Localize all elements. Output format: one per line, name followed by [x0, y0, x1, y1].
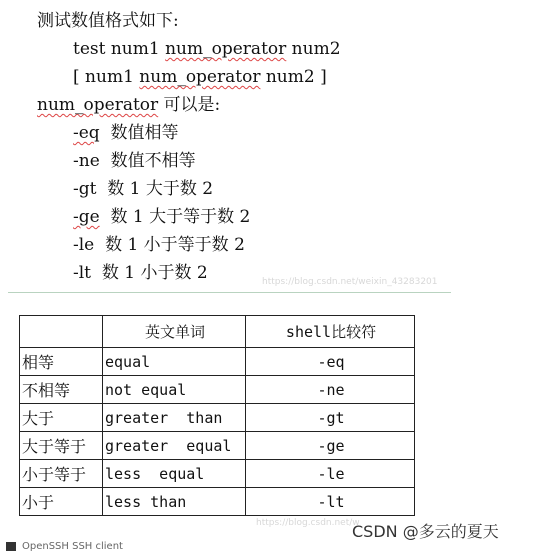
num2-term: num2	[291, 39, 341, 59]
open-bracket: [	[73, 67, 80, 87]
taskbar-label: OpenSSH SSH client	[22, 541, 123, 552]
table-row	[20, 348, 415, 376]
watermark-url: https://blog.csdn.net/weixin_43283201	[262, 277, 438, 287]
test-format-line	[73, 38, 341, 60]
operator-note-text: 可以是:	[158, 95, 221, 115]
row-english: greater than	[103, 404, 246, 432]
row-operator: -le	[246, 460, 415, 488]
table-header-row	[20, 316, 415, 348]
header-cell-english: 英文单词	[103, 316, 246, 348]
header-cell-operator: shell比较符	[246, 316, 415, 348]
operator-item	[73, 206, 250, 228]
test-keyword: test	[73, 39, 106, 59]
intro-heading: 测试数值格式如下:	[37, 11, 179, 31]
row-english: not equal	[103, 376, 246, 404]
terminal-icon	[6, 542, 16, 551]
bracket-format-line	[73, 66, 327, 88]
operator-desc: 数 1 小于数 2	[101, 263, 208, 283]
operator-item	[73, 234, 245, 256]
operator-code: -ne	[73, 151, 100, 171]
operator-item	[73, 122, 179, 144]
operator-desc: 数 1 大于数 2	[107, 179, 214, 199]
row-label: 不相等	[20, 376, 103, 404]
operator-note-term: num_operator	[37, 95, 159, 115]
table-row	[20, 432, 415, 460]
operator-code: -le	[73, 235, 95, 255]
row-label: 相等	[20, 348, 103, 376]
taskbar-item[interactable]	[0, 539, 300, 551]
operator-note	[37, 94, 220, 116]
operator-item	[73, 262, 208, 284]
row-label: 大于等于	[20, 432, 103, 460]
row-operator: -eq	[246, 348, 415, 376]
operator-item	[73, 150, 196, 172]
table-row	[20, 488, 415, 516]
table-row	[20, 404, 415, 432]
row-label: 大于	[20, 404, 103, 432]
operator-item	[73, 178, 213, 200]
row-operator: -ge	[246, 432, 415, 460]
table-row	[20, 376, 415, 404]
operator-desc: 数 1 小于等于数 2	[105, 235, 245, 255]
row-english: less than	[103, 488, 246, 516]
operator-code: -ge	[73, 207, 100, 227]
num1-term: num1	[85, 67, 134, 87]
operator-desc: 数值相等	[110, 123, 179, 143]
watermark-url: https://blog.csdn.net/w	[256, 518, 360, 528]
operator-code: -gt	[73, 179, 97, 199]
author-credit: CSDN @多云的夏天	[352, 522, 499, 541]
num2-term: num2	[265, 67, 315, 87]
row-label: 小于等于	[20, 460, 103, 488]
row-english: less equal	[103, 460, 246, 488]
row-label: 小于	[20, 488, 103, 516]
operator-code: -lt	[73, 263, 92, 283]
operator-desc: 数 1 大于等于数 2	[110, 207, 251, 227]
table-row	[20, 460, 415, 488]
operator-term: num_operator	[165, 39, 287, 59]
operator-code: -eq	[73, 123, 100, 143]
operator-desc: 数值不相等	[110, 151, 196, 171]
row-operator: -ne	[246, 376, 415, 404]
header-cell-blank	[20, 316, 103, 348]
operator-term: num_operator	[139, 67, 261, 87]
row-english: equal	[103, 348, 246, 376]
row-english: greater equal	[103, 432, 246, 460]
comparison-table	[19, 315, 415, 516]
num1-term: num1	[110, 39, 160, 59]
close-bracket: ]	[320, 67, 327, 87]
row-operator: -gt	[246, 404, 415, 432]
row-operator: -lt	[246, 488, 415, 516]
section-divider	[8, 292, 451, 293]
